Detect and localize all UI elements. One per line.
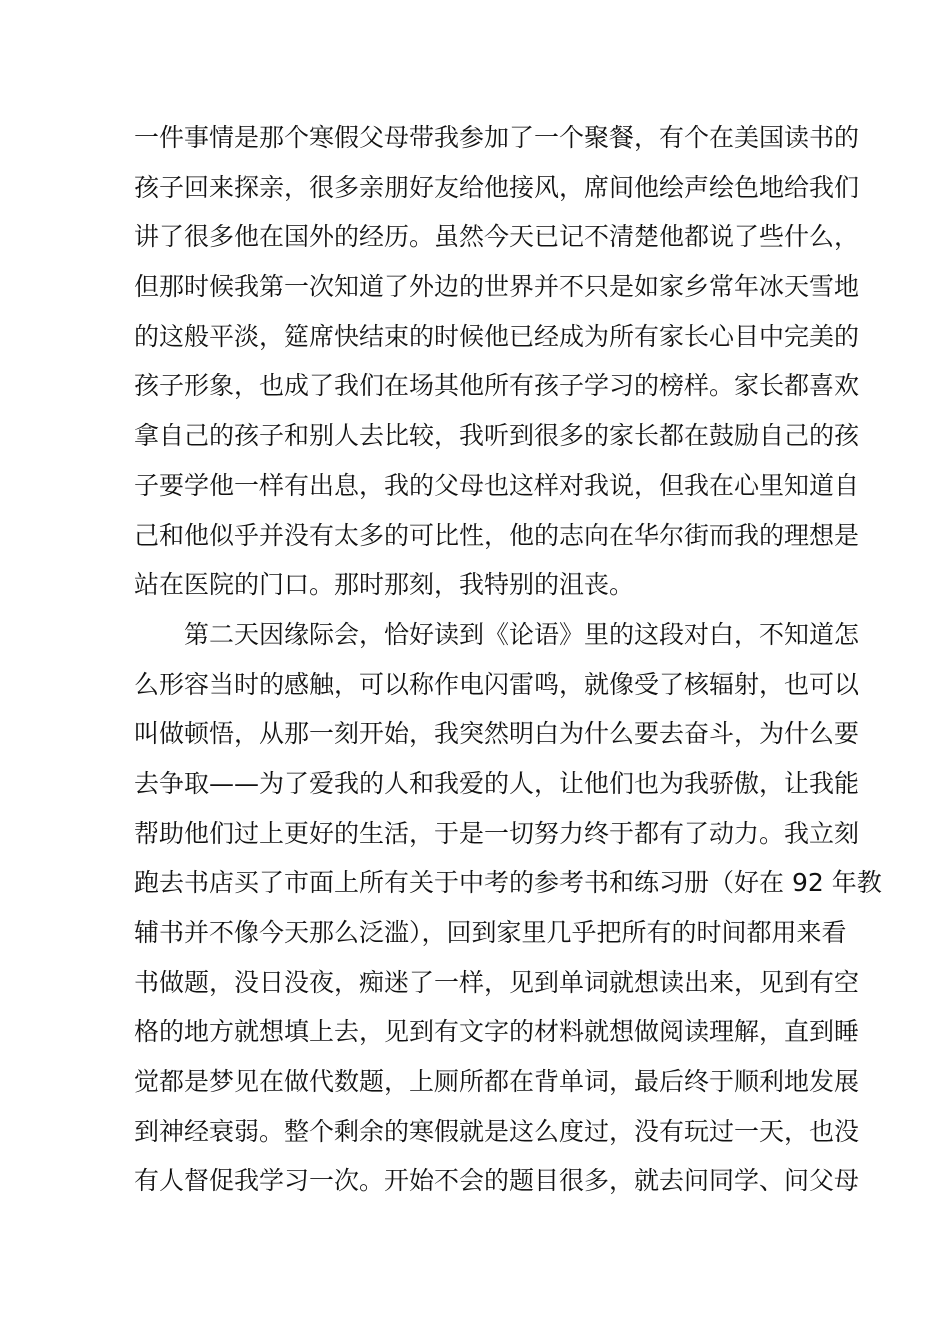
text-line: 去争取——为了爱我的人和我爱的人，让他们也为我骄傲，让我能 — [134, 768, 860, 798]
text-line: 拿自己的孩子和别人去比较，我听到很多的家长都在鼓励自己的孩 — [134, 421, 860, 451]
text-line: 一件事情是那个寒假父母带我参加了一个聚餐，有个在美国读书的 — [134, 123, 860, 152]
text-line: 讲了很多他在国外的经历。虽然今天已记不清楚他都说了些什么， — [134, 222, 860, 252]
text-line: 到神经衰弱。整个剩余的寒假就是这么度过，没有玩过一天，也没 — [134, 1116, 860, 1146]
text-line: 的这般平淡，筵席快结束的时候他已经成为所有家长心目中完美的 — [134, 321, 860, 351]
text-line: 书做题，没日没夜，痴迷了一样，见到单词就想读出来，见到有空 — [134, 967, 860, 997]
text-line: 孩子形象，也成了我们在场其他所有孩子学习的榜样。家长都喜欢 — [134, 371, 860, 401]
text-line: 么形容当时的感触，可以称作电闪雷鸣，就像受了核辐射，也可以 — [134, 669, 860, 699]
text-line: 孩子回来探亲，很多亲朋好友给他接风，席间他绘声绘色地给我们 — [134, 172, 860, 202]
text-line: 第二天因缘际会，恰好读到《论语》里的这段对白，不知道怎 — [184, 619, 860, 649]
paragraph-1 — [134, 113, 860, 610]
text-line: 但那时候我第一次知道了外边的世界并不只是如家乡常年冰天雪地 — [134, 272, 860, 302]
body-text — [134, 113, 882, 1206]
text-line: 跑去书店买了市面上所有关于中考的参考书和练习册（好在 92 年教 — [134, 868, 882, 898]
text-line: 有人督促我学习一次。开始不会的题目很多，就去问同学、问父母 — [134, 1166, 860, 1196]
text-line: 叫做顿悟，从那一刻开始，我突然明白为什么要去奋斗，为什么要 — [134, 719, 860, 749]
text-line: 子要学他一样有出息，我的父母也这样对我说，但我在心里知道自 — [134, 470, 860, 500]
text-line: 辅书并不像今天那么泛滥），回到家里几乎把所有的时间都用来看 — [134, 918, 847, 947]
text-line: 格的地方就想填上去，见到有文字的材料就想做阅读理解，直到睡 — [134, 1017, 860, 1047]
paragraph-2 — [134, 610, 882, 1206]
text-line: 己和他似乎并没有太多的可比性，他的志向在华尔街而我的理想是 — [134, 520, 860, 550]
text-line: 帮助他们过上更好的生活，于是一切努力终于都有了动力。我立刻 — [134, 818, 860, 848]
text-line: 觉都是梦见在做代数题，上厕所都在背单词，最后终于顺利地发展 — [134, 1067, 860, 1097]
text-line: 站在医院的门口。那时那刻，我特别的沮丧。 — [134, 570, 635, 600]
